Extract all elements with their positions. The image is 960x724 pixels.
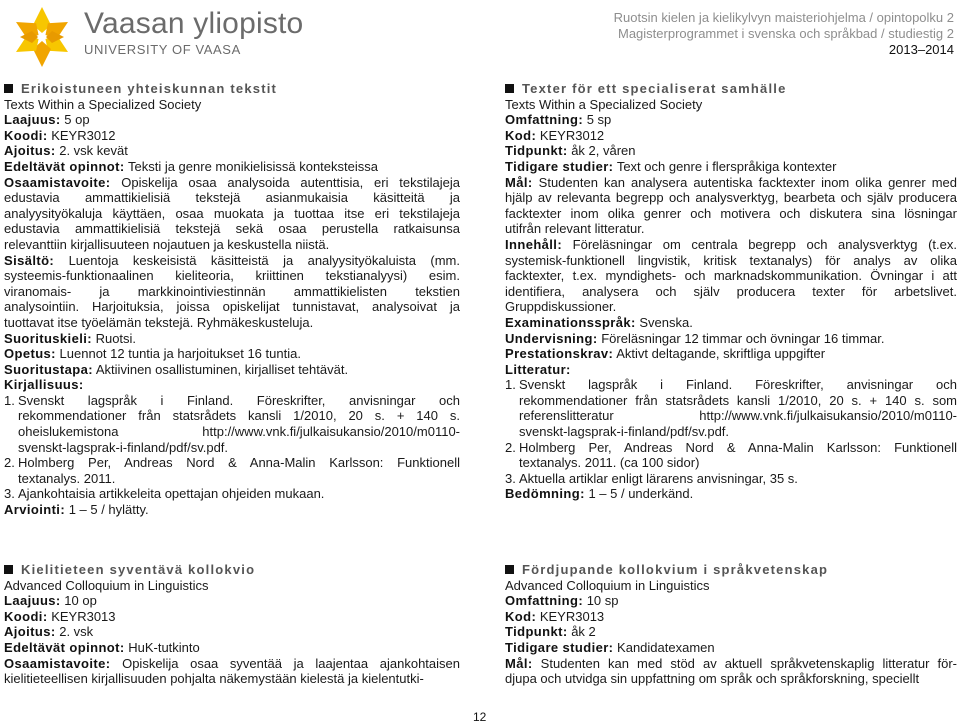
goal-row: Mål: Studenten kan analysera autentiska facktexter inom olika genrer med <box>505 174 957 190</box>
content-line: facktexter, t.ex. myndighets- och marknadskommunikation. Övningar i att <box>505 268 957 284</box>
section-title: Erikoistuneen yhteiskunnan tekstit <box>4 81 460 97</box>
university-name-en: UNIVERSITY OF VAASA <box>84 42 241 57</box>
content-line: systeemis-funktionaalinen kieliteoria, kriittinen tekstianalyysi) esim. <box>4 268 460 284</box>
requirements-row: Prestationskrav: Aktivt deltagande, skriftliga uppgifter <box>505 346 826 362</box>
section-subtitle: Advanced Colloquium in Linguistics <box>505 577 710 593</box>
literature-item: 3. Ajankohtaisia artikkeleita opettajan ohjeiden mukaan. <box>4 486 325 502</box>
grading-row: Bedömning: 1 – 5 / underkänd. <box>505 486 694 502</box>
section-subtitle: Advanced Colloquium in Linguistics <box>4 577 209 593</box>
objective-row: Osaamistavoite: Opiskelija osaa syventää ja laajentaa ajankohtaisen <box>4 655 460 671</box>
goal-line: djupa och utvidga sin uppfattning om språk och språkforskning, speciellt <box>505 671 920 687</box>
objective-line: kielitieteellisen kirjallisuuden pohjalta näkemystään kielestä ja kielentutki- <box>4 671 424 687</box>
section-subtitle: Texts Within a Specialized Society <box>505 96 703 112</box>
code-row: Kod: KEYR3013 <box>505 608 605 624</box>
prereq-row: Tidigare studier: Text och genre i flerspråkiga kontexter <box>505 158 837 174</box>
method-row: Suoritustapa: Aktiivinen osallistuminen, kirjalliset tehtävät. <box>4 361 349 377</box>
literature-item: 2. Holmberg Per, Andreas Nord & Anna-Malin Karlsson: Funktionell textanalys. 2011. <box>4 455 460 486</box>
code-row: Koodi: KEYR3013 <box>4 608 116 624</box>
content-line: viranomais- ja markkinointiviestinnän ammattikielisten tekstien <box>4 283 460 299</box>
university-name-fi: Vaasan yliopisto <box>84 7 304 40</box>
program-title-sv: Magisterprogrammet i svenska och språkbad / studiestig 2 <box>618 26 954 41</box>
scope-row: Omfattning: 10 sp <box>505 593 619 609</box>
goal-line: utifrån relevant litteratur. <box>505 221 645 237</box>
course-fi-keyr3012 <box>4 81 460 518</box>
objective-line: edustavia ammattikielisiä tekstejä sekä osaa perustella ratkaisunsa <box>4 221 460 237</box>
bullet-square-icon <box>505 84 514 93</box>
course-fi-keyr3013 <box>4 562 460 687</box>
section-subtitle: Texts Within a Specialized Society <box>4 96 202 112</box>
goal-line: facktexter inom olika genrer och motivera och diskutera sina lösningar <box>505 205 957 221</box>
goal-row: Mål: Studenten kan med stöd av aktuell språkvetenskaplig litteratur för- <box>505 655 957 671</box>
section-title: Fördjupande kollokvium i språkvetenskap <box>505 562 957 578</box>
goal-line: hjälp av relevanta begrepp och analysverktyg, bearbeta och själv producera <box>505 190 957 206</box>
bullet-square-icon <box>4 84 13 93</box>
content-row: Innehåll: Föreläsningar om centrala begrepp och analysverktyg (t.ex. <box>505 236 957 252</box>
university-logo-icon <box>6 4 78 70</box>
section-title: Texter för ett specialiserat samhälle <box>505 81 957 97</box>
course-sv-keyr3013 <box>505 562 957 687</box>
content-row: Sisältö: Luentoja keskeisistä käsitteistä ja analyysityökaluista (mm. <box>4 252 460 268</box>
content-line: Gruppdiskussioner. <box>505 299 617 315</box>
literature-item: 1. Svenskt lagspråk i Finland. Föreskrifter, anvisningar och rekommendationer från statsrådets kansli 1/2010, 20 s. + 140 s. som referenslitteratur http://www.vnk.fi/julkaisukansio/2010/m0110- svenskt-lagsprak-i-finland/pdf/sv.pdf. <box>505 377 957 440</box>
literature-item: 3. Aktuella artiklar enligt lärarens anvisningar, 35 s. <box>505 470 798 486</box>
program-title-fi: Ruotsin kielen ja kielikylvyn maisteriohjelma / opintopolku 2 <box>613 10 954 25</box>
objective-line: analyysityökaluja käyttäen, osaa muokata ja tuottaa itse eri tekstilajeja <box>4 205 460 221</box>
literature-heading: Kirjallisuus: <box>4 377 84 393</box>
bullet-square-icon <box>505 565 514 574</box>
content-line: analysointiin. Harjoituksia, joissa opiskelijat tunnistavat, analysoivat ja <box>4 299 460 315</box>
program-header <box>614 10 954 58</box>
timing-row: Tidpunkt: åk 2, våren <box>505 143 636 159</box>
content-line: tuottavat itse työelämän tekstejä. Ryhmäkeskusteluja. <box>4 314 314 330</box>
timing-row: Ajoitus: 2. vsk <box>4 624 94 640</box>
scope-row: Omfattning: 5 sp <box>505 112 612 128</box>
code-row: Kod: KEYR3012 <box>505 127 605 143</box>
academic-years: 2013–2014 <box>888 42 954 57</box>
prereq-row: Tidigare studier: Kandidatexamen <box>505 639 715 655</box>
scope-row: Laajuus: 10 op <box>4 593 97 609</box>
content-line: identifiera, analysera och själv producera texter för arbetslivet. <box>505 283 957 299</box>
literature-item: 2. Holmberg Per, Andreas Nord & Anna-Malin Karlsson: Funktionell textanalys. 2011. (ca 100 sidor) <box>505 439 957 471</box>
timing-row: Tidpunkt: åk 2 <box>505 624 596 640</box>
objective-row: Osaamistavoite: Opiskelija osaa analysoida autenttisia, eri tekstilajeja <box>4 174 460 190</box>
teaching-row: Undervisning: Föreläsningar 12 timmar och övningar 16 timmar. <box>505 330 885 346</box>
scope-row: Laajuus: 5 op <box>4 112 90 128</box>
content-line: systemisk-funktionell lingvistik, kritisk textanalys) för analys av olika <box>505 252 957 268</box>
literature-item: 1. Svenskt lagspråk i Finland. Föreskrifter, anvisningar och rekommendationer från statsrådets kansli 1/2010, 20 s. + 140 s. oheislukemistona http://www.vnk.fi/julkaisukansio/2010/m0110- svenskt-lagsprak-i-finland/pdf/sv.pdf. <box>4 392 460 455</box>
literature-heading: Litteratur: <box>505 361 571 377</box>
timing-row: Ajoitus: 2. vsk kevät <box>4 143 128 159</box>
teaching-row: Opetus: Luennot 12 tuntia ja harjoitukset 16 tuntia. <box>4 346 301 362</box>
prereq-row: Edeltävät opinnot: Teksti ja genre monikielisissä konteksteissa <box>4 158 378 174</box>
objective-line: relevanttiin kirjallisuuteen nojautuen ja keskustella niistä. <box>4 236 330 252</box>
grading-row: Arviointi: 1 – 5 / hylätty. <box>4 502 149 518</box>
language-row: Examinationsspråk: Svenska. <box>505 314 693 330</box>
prereq-row: Edeltävät opinnot: HuK-tutkinto <box>4 639 200 655</box>
objective-line: edustavia ammattikielisiä tekstejä asianmukaisia käsitteitä ja <box>4 190 460 206</box>
section-title: Kielitieteen syventävä kollokvio <box>4 562 460 578</box>
university-name <box>84 8 303 57</box>
code-row: Koodi: KEYR3012 <box>4 127 116 143</box>
bullet-square-icon <box>4 565 13 574</box>
course-sv-keyr3012 <box>505 81 957 502</box>
page-number: 12 <box>473 710 487 724</box>
language-row: Suorituskieli: Ruotsi. <box>4 330 137 346</box>
